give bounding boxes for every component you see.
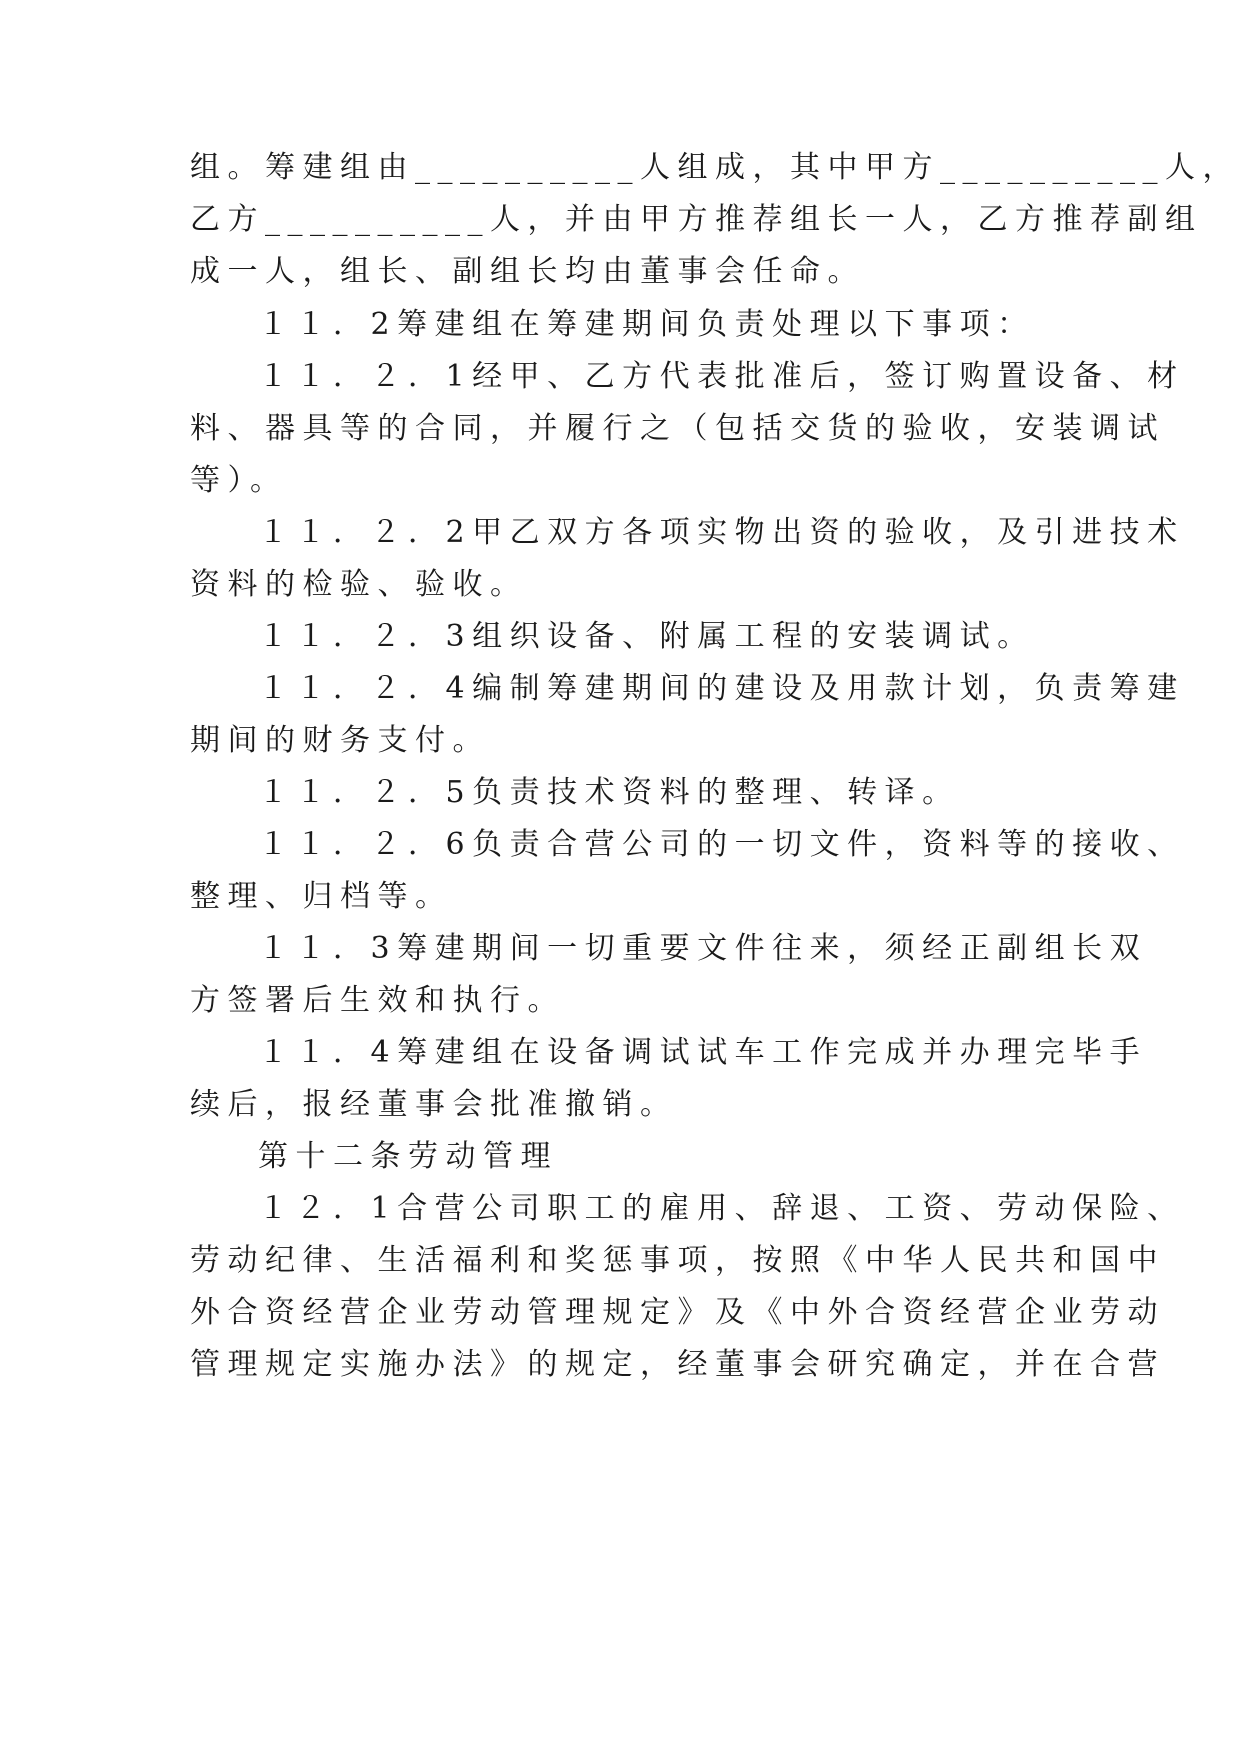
text-line: 资料的检验、验收。: [190, 567, 528, 602]
text-line: １１．２．4编制筹建期间的建设及用款计划，负责筹建: [258, 671, 1185, 706]
section-heading: 第十二条劳动管理: [258, 1139, 558, 1174]
text-line: 等）。: [190, 463, 288, 498]
text-line: 整理、归档等。: [190, 879, 453, 914]
text-line: １１．２．1经甲、乙方代表批准后，签订购置设备、材: [258, 359, 1185, 394]
text-line: １１．２．6负责合营公司的一切文件，资料等的接收、: [258, 827, 1185, 862]
text-line: 料、器具等的合同，并履行之（包括交货的验收，安装调试: [190, 411, 1165, 446]
text-line: １１．２．3组织设备、附属工程的安装调试。: [258, 619, 1035, 654]
text-line: １１．２．2甲乙双方各项实物出资的验收，及引进技术: [258, 515, 1185, 550]
text-line: １１．4筹建组在设备调试试车工作完成并办理完毕手: [258, 1035, 1148, 1070]
text-line: 劳动纪律、生活福利和奖惩事项，按照《中华人民共和国中: [190, 1243, 1165, 1278]
text-line: 期间的财务支付。: [190, 723, 490, 758]
text-line: １１．２．5负责技术资料的整理、转译。: [258, 775, 960, 810]
text-line: １１．3筹建期间一切重要文件往来，须经正副组长双: [258, 931, 1148, 966]
text-line: １２．1合营公司职工的雇用、辞退、工资、劳动保险、: [258, 1191, 1185, 1226]
text-line: 组。筹建组由__________人组成，其中甲方__________人，: [190, 150, 1240, 185]
text-line: １１．2筹建组在筹建期间负责处理以下事项：: [258, 307, 1035, 342]
text-line: 方签署后生效和执行。: [190, 983, 565, 1018]
text-line: 续后，报经董事会批准撤销。: [190, 1087, 678, 1122]
text-line: 管理规定实施办法》的规定，经董事会研究确定，并在合营: [190, 1347, 1165, 1382]
text-line: 外合资经营企业劳动管理规定》及《中外合资经营企业劳动: [190, 1295, 1165, 1330]
text-line: 乙方__________人，并由甲方推荐组长一人，乙方推荐副组: [190, 202, 1203, 237]
text-line: 成一人，组长、副组长均由董事会任命。: [190, 254, 865, 289]
